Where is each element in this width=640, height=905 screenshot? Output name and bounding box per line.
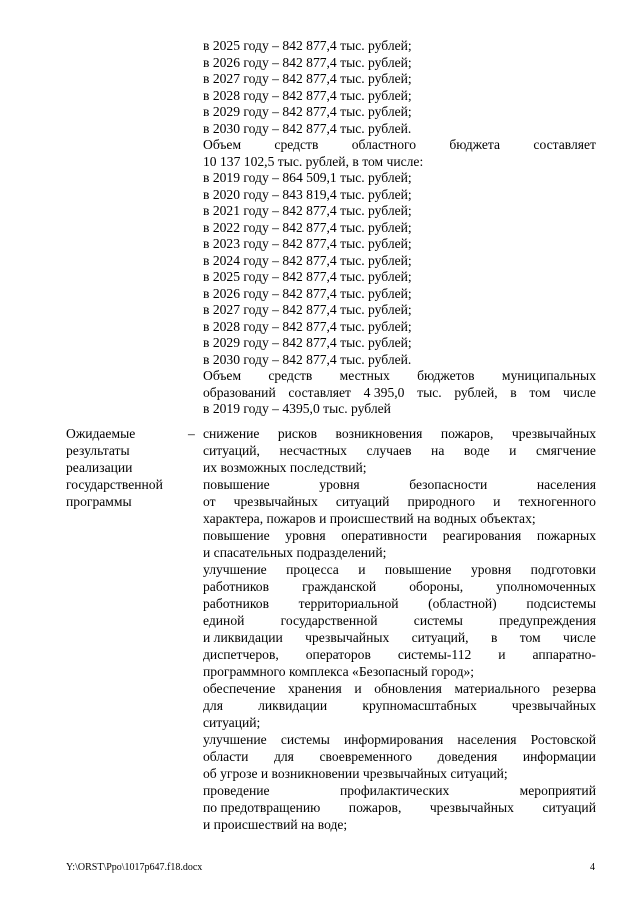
word: системы: [280, 732, 330, 747]
word: уровня: [285, 528, 326, 543]
result-line: [203, 800, 596, 817]
word: территориальной: [298, 596, 399, 611]
result-line: [203, 528, 596, 545]
word: том: [529, 384, 551, 400]
word: повышение: [203, 528, 270, 543]
word: реагирования: [442, 528, 522, 543]
word: для: [273, 749, 294, 764]
word: повышение: [203, 477, 270, 492]
word: составляет: [533, 137, 596, 152]
result-line: программного комплекса «Безопасный город»;: [203, 664, 475, 679]
section-label: [66, 426, 163, 511]
word: воде: [463, 443, 490, 458]
word: рублей,: [454, 384, 498, 400]
word: бюджетов: [417, 368, 475, 383]
funding-line: в 2027 году – 842 877,4 тыс. рублей;: [203, 302, 412, 317]
word: рисков: [277, 426, 318, 441]
word: средств: [268, 368, 313, 383]
word: техногенного: [518, 494, 596, 509]
section-label-line: программы: [66, 493, 132, 509]
word: информирования: [343, 732, 444, 747]
word: ликвидации: [258, 698, 328, 713]
word: государственной: [280, 613, 378, 628]
word: Ростовской: [530, 732, 596, 747]
word: работников: [203, 579, 269, 594]
word: хранения: [287, 681, 342, 696]
word: улучшение: [203, 562, 267, 577]
word: и: [493, 494, 501, 509]
word: пожаров,: [348, 800, 402, 815]
word: от: [203, 494, 216, 509]
section-label-line: реализации: [66, 459, 133, 475]
word: населения: [536, 477, 596, 492]
word: для: [203, 698, 223, 713]
result-line: об угрозе и возникновении чрезвычайных ситуаций;: [203, 766, 508, 781]
word: и: [498, 647, 506, 662]
local-budget-line: в 2019 году – 4395,0 тыс. рублей: [203, 401, 391, 416]
word: обновления: [374, 681, 442, 696]
word: работников: [203, 596, 269, 611]
footer-file-path: Y:\ORST\Ppo\1017p647.f18.docx: [66, 862, 203, 873]
word: подсистемы: [526, 596, 596, 611]
word: уполномоченных: [496, 579, 596, 594]
funding-line: в 2029 году – 842 877,4 тыс. рублей;: [203, 335, 412, 350]
word: обеспечение: [203, 681, 276, 696]
word: предупреждения: [499, 613, 596, 628]
word: системы-112: [397, 647, 472, 662]
word: Объем: [203, 137, 242, 152]
word: гражданской: [302, 579, 377, 594]
funding-line: в 2027 году – 842 877,4 тыс. рублей;: [203, 71, 412, 86]
regional-budget-line: 10 137 102,5 тыс. рублей, в том числе:: [203, 153, 424, 169]
word: чрезвычайных: [233, 494, 318, 509]
word: и: [509, 443, 517, 458]
result-line: [203, 579, 596, 596]
funding-line: в 2023 году – 842 877,4 тыс. рублей;: [203, 236, 412, 251]
funding-line: в 2026 году – 842 877,4 тыс. рублей;: [203, 54, 412, 70]
word: случаев: [366, 443, 412, 458]
local-budget-line: [203, 368, 596, 385]
word: средств: [274, 137, 319, 152]
funding-line: в 2028 году – 842 877,4 тыс. рублей;: [203, 318, 412, 334]
result-line: и спасательных подразделений;: [203, 545, 387, 560]
word: резерва: [552, 681, 596, 696]
word: в: [510, 384, 517, 400]
word: ситуаций: [542, 800, 596, 815]
word: чрезвычайных: [511, 698, 596, 713]
word: диспетчеров,: [203, 647, 279, 662]
word: ситуаций,: [411, 630, 469, 645]
word: аппаратно-: [532, 647, 596, 662]
word: (областной): [428, 596, 497, 611]
funding-line: в 2019 году – 864 509,1 тыс. рублей;: [203, 170, 412, 185]
word: единой: [203, 613, 245, 628]
word: возникновения: [335, 426, 423, 441]
word: образований: [203, 384, 276, 400]
result-line: и происшествий на воде;: [203, 817, 348, 832]
word: оперативности: [341, 528, 428, 543]
result-line: [203, 647, 596, 664]
word: и: [358, 562, 366, 577]
result-line: [203, 630, 596, 647]
funding-line: в 2020 году – 843 819,4 тыс. рублей;: [203, 186, 412, 202]
word: областного: [351, 137, 417, 152]
result-line: [203, 732, 596, 749]
word: бюджета: [449, 137, 501, 152]
funding-line: в 2030 году – 842 877,4 тыс. рублей.: [203, 351, 412, 367]
word: уровня: [319, 477, 360, 492]
word: своевременного: [319, 749, 413, 764]
word: операторов: [305, 647, 371, 662]
word: составляет: [288, 384, 351, 400]
word: ситуаций: [335, 494, 390, 509]
result-line: [203, 426, 596, 443]
word: системы: [413, 613, 463, 628]
word: материального: [454, 681, 540, 696]
word: в: [490, 630, 498, 645]
result-line: [203, 613, 596, 630]
word: на: [431, 443, 445, 458]
word: несчастных: [279, 443, 347, 458]
word: том: [519, 630, 541, 645]
regional-budget-line: [203, 137, 596, 154]
word: снижение: [203, 426, 260, 441]
word: чрезвычайных: [429, 800, 514, 815]
funding-line: в 2021 году – 842 877,4 тыс. рублей;: [203, 203, 412, 218]
word: числе: [563, 630, 596, 645]
funding-line: в 2029 году – 842 877,4 тыс. рублей;: [203, 104, 412, 119]
word: проведение: [203, 783, 270, 798]
word: 4 395,0: [363, 384, 405, 400]
word: области: [203, 749, 249, 764]
word: тыс.: [417, 384, 442, 400]
word: чрезвычайных: [511, 426, 596, 441]
result-line: ситуаций;: [203, 715, 261, 730]
local-budget-line: [203, 385, 596, 402]
word: мероприятий: [519, 783, 596, 798]
section-label-line: государственной: [66, 476, 163, 492]
word: повышение: [384, 562, 452, 577]
funding-line: в 2028 году – 842 877,4 тыс. рублей;: [203, 87, 412, 103]
funding-line: в 2026 году – 842 877,4 тыс. рублей;: [203, 285, 412, 301]
word: Объем: [203, 368, 242, 383]
funding-line: в 2025 году – 842 877,4 тыс. рублей;: [203, 269, 412, 284]
word: числе: [562, 384, 596, 400]
result-line: [203, 596, 596, 613]
word: чрезвычайных: [305, 630, 390, 645]
result-line: [203, 698, 596, 715]
result-line: [203, 477, 596, 494]
result-line: [203, 681, 596, 698]
word: процесса: [286, 562, 339, 577]
word: уровня: [470, 562, 512, 577]
word: муниципальных: [501, 368, 596, 383]
result-line: [203, 783, 596, 800]
funding-line: в 2024 году – 842 877,4 тыс. рублей;: [203, 252, 412, 268]
result-line: характера, пожаров и происшествий на водных объектах;: [203, 511, 536, 526]
word: смягчение: [536, 443, 596, 458]
word: улучшение: [203, 732, 267, 747]
funding-line: в 2025 году – 842 877,4 тыс. рублей;: [203, 38, 412, 53]
word: населения: [457, 732, 517, 747]
word: местных: [339, 368, 390, 383]
word: и: [354, 681, 362, 696]
word: профилактических: [339, 783, 450, 798]
word: пожарных: [536, 528, 596, 543]
page-number: 4: [590, 862, 595, 873]
word: ситуаций,: [203, 443, 260, 458]
result-line: [203, 749, 596, 766]
result-line: [203, 443, 596, 460]
funding-line: в 2022 году – 842 877,4 тыс. рублей;: [203, 219, 412, 235]
word: подготовки: [530, 562, 596, 577]
word: обороны,: [409, 579, 464, 594]
section-label-line: Ожидаемые: [66, 426, 136, 441]
word: информации: [522, 749, 596, 764]
word: пожаров,: [440, 426, 494, 441]
word: доведения: [437, 749, 498, 764]
result-line: [203, 562, 596, 579]
word: безопасности: [409, 477, 488, 492]
word: по предотвращению: [203, 800, 321, 815]
funding-line: в 2030 году – 842 877,4 тыс. рублей.: [203, 120, 412, 136]
result-line: их возможных последствий;: [203, 460, 367, 475]
word: природного: [407, 494, 476, 509]
result-line: [203, 494, 596, 511]
section-label-line: результаты: [66, 442, 130, 458]
word: и ликвидации: [203, 630, 283, 645]
word: крупномасштабных: [362, 698, 477, 713]
label-dash: –: [188, 426, 195, 441]
